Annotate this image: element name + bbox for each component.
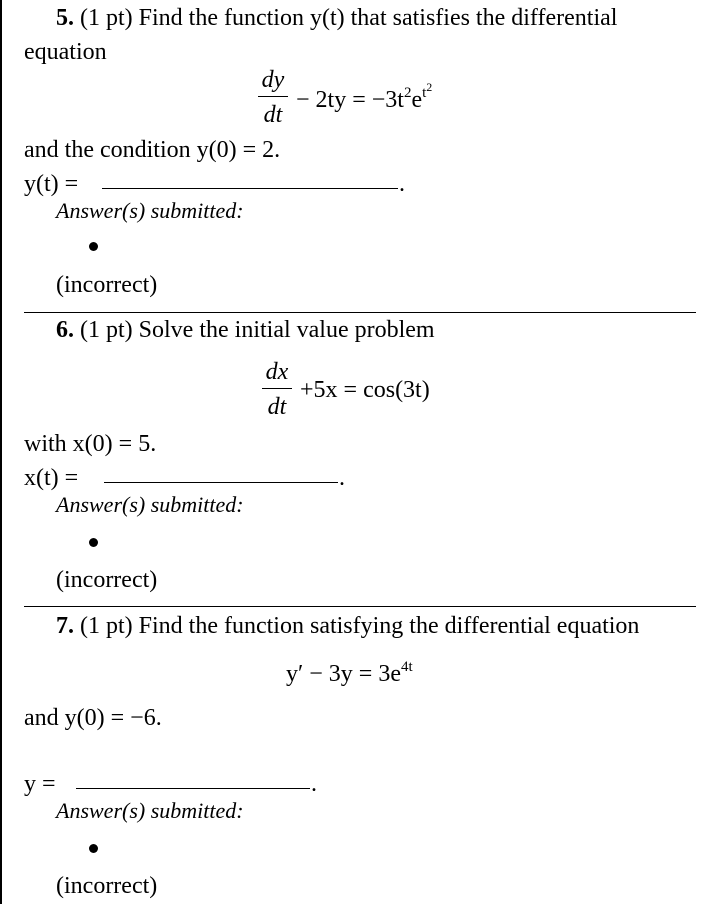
answer-blank[interactable] [76,788,310,789]
divider [24,312,696,313]
equation: $y' - 3y = 3e^{4t}$ [286,659,413,687]
problem-prompt: Solve the initial value problem [138,317,435,343]
divider [24,606,696,607]
result-status: (incorrect) [56,272,158,298]
bullet-icon [89,242,98,251]
problem-number: 6. [56,317,74,343]
answer-blank[interactable] [102,188,398,189]
initial-condition: and y(0) = −6. [24,705,162,731]
derivative-fraction: dx dt [262,360,292,419]
answer-label: y = [24,771,56,797]
equation-rhs: +5x = cos(3t) [300,377,430,403]
bullet-icon [89,538,98,547]
left-border [0,0,2,904]
problem-7-heading [56,614,639,638]
result-status: (incorrect) [56,873,158,899]
problem-number: 5. [56,5,74,31]
problem-prompt: Find the function y(t) that satisfies the differential [138,5,618,31]
problem-prompt: Find the function satisfying the differential equation [138,613,640,639]
answer-period: . [339,465,345,491]
initial-condition: with x(0) = 5. [24,431,157,457]
bullet-icon [89,844,98,853]
answer-period: . [399,171,405,197]
problem-6-heading [56,318,435,342]
answer-label: y(t) = [24,171,79,197]
submitted-label: Answer(s) submitted: [56,492,244,517]
initial-condition: and the condition y(0) = 2. [24,137,281,163]
problem-5-heading [56,6,617,30]
answer-blank[interactable] [104,482,338,483]
submitted-label: Answer(s) submitted: [56,798,244,823]
problem-number: 7. [56,613,74,639]
answer-period: . [311,771,317,797]
problem-prompt-continued: equation [24,39,107,65]
answer-label: x(t) = [24,465,79,491]
derivative-fraction: dy dt [258,68,288,127]
submitted-label: Answer(s) submitted: [56,198,244,223]
problem-points: (1 pt) [80,613,133,639]
problem-points: (1 pt) [80,317,133,343]
result-status: (incorrect) [56,567,158,593]
problem-points: (1 pt) [80,5,133,31]
equation-rhs: − $2ty = -3t^2e^{t^2}$ [296,80,433,113]
